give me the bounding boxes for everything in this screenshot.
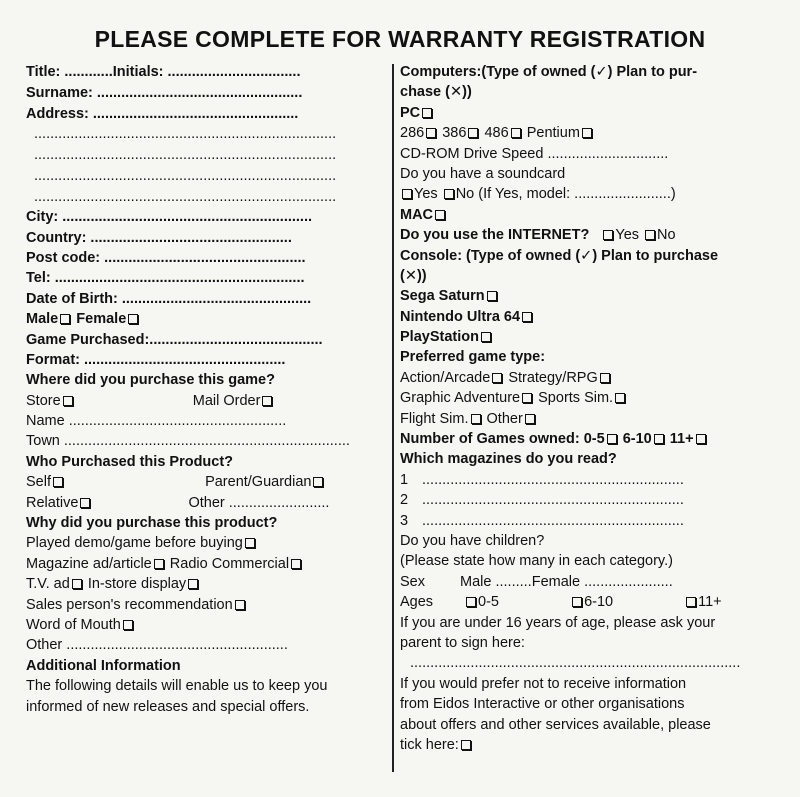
mac-label: MAC: [400, 206, 434, 223]
played-demo-row: [26, 533, 386, 553]
game-type-row-3: [400, 409, 772, 429]
gender-row: [26, 309, 386, 329]
children-note: (Please state how many in each category.): [400, 553, 673, 570]
tv-instore-row: [26, 574, 386, 594]
magazine-ad-label: Magazine ad/article: [26, 555, 152, 572]
female-checkbox[interactable]: [128, 314, 138, 324]
children-sex-fields[interactable]: Male .........Female ......................: [460, 573, 673, 590]
flight-checkbox[interactable]: [471, 414, 481, 424]
magazine-radio-row: [26, 554, 386, 574]
soundcard-yes-label: Yes: [414, 186, 438, 203]
games-11-checkbox[interactable]: [696, 434, 706, 444]
num-games-label: Number of Games owned: 0-5: [400, 431, 605, 448]
form-title: PLEASE COMPLETE FOR WARRANTY REGISTRATION: [94, 26, 706, 52]
strategy-checkbox[interactable]: [600, 373, 610, 383]
who-other-field[interactable]: Other .........................: [188, 494, 330, 511]
magazine-1-field[interactable]: .................................................................: [422, 471, 684, 488]
cpu-386-checkbox[interactable]: [468, 128, 478, 138]
city-field[interactable]: City: ..............................................................: [26, 209, 313, 226]
action-label: Action/Arcade: [400, 369, 491, 386]
children-sex-row: [400, 572, 772, 592]
children-ages-row: [400, 592, 772, 612]
cpu-386-label: 386: [442, 125, 467, 142]
age-11-label: 11+: [698, 594, 722, 611]
in-store-label: In-store display: [87, 576, 187, 593]
radio-label: Radio Commercial: [169, 555, 290, 572]
right-column: [400, 62, 772, 755]
internet-no-label: No: [657, 227, 676, 244]
magazine-row-3: [400, 511, 772, 531]
in-store-checkbox[interactable]: [188, 579, 198, 589]
cpu-286-label: 286: [400, 125, 425, 142]
magazine-1-number: 1: [400, 471, 409, 488]
soundcard-no-model-field[interactable]: No (If Yes, model: ........................): [455, 186, 676, 203]
sports-label: Sports Sim.: [538, 390, 614, 407]
relative-label: Relative: [26, 494, 79, 511]
address-line-2[interactable]: ...........................................................................: [34, 147, 337, 164]
word-of-mouth-row: [26, 615, 386, 635]
soundcard-no-checkbox[interactable]: [444, 189, 454, 199]
mail-order-label: Mail Order: [192, 392, 261, 409]
word-of-mouth-label: Word of Mouth: [26, 616, 121, 633]
preferred-game-heading: Preferred game type:: [400, 349, 546, 366]
nintendo-label: Nintendo Ultra 64: [400, 308, 521, 325]
cpu-row: [400, 123, 772, 143]
tv-ad-checkbox[interactable]: [72, 579, 82, 589]
additional-info-heading: Additional Information: [26, 657, 181, 674]
computers-heading-2: chase (✕)): [400, 84, 472, 101]
store-name-field[interactable]: Name ......................................................: [26, 413, 287, 430]
games-0-5-checkbox[interactable]: [607, 434, 617, 444]
game-type-other-checkbox[interactable]: [525, 414, 535, 424]
playstation-row: [400, 327, 772, 347]
who-options-row-1: [26, 472, 386, 492]
console-heading-2: (✕)): [400, 267, 427, 284]
mac-row: [400, 205, 772, 225]
cdrom-speed-field[interactable]: CD-ROM Drive Speed ..............................: [400, 145, 669, 162]
sales-person-checkbox[interactable]: [235, 600, 245, 610]
strategy-label: Strategy/RPG: [508, 369, 598, 386]
action-checkbox[interactable]: [492, 373, 502, 383]
internet-no-checkbox[interactable]: [645, 230, 655, 240]
opt-out-row: [400, 735, 772, 755]
sales-person-label: Sales person's recommendation: [26, 596, 233, 613]
age-11-checkbox[interactable]: [686, 597, 696, 607]
graphic-adventure-label: Graphic Adventure: [400, 390, 521, 407]
flight-label: Flight Sim.: [400, 410, 469, 427]
mac-checkbox[interactable]: [435, 210, 445, 220]
nintendo-row: [400, 307, 772, 327]
age-6-10-label: 6-10: [584, 594, 614, 611]
who-purchased-heading: Who Purchased this Product?: [26, 453, 234, 470]
sega-label: Sega Saturn: [400, 288, 485, 305]
additional-info-text-1: The following details will enable us to keep you: [26, 678, 328, 695]
store-town-field[interactable]: Town .......................................................................: [26, 433, 350, 450]
address-field[interactable]: Address: ...................................................: [26, 105, 299, 122]
magazine-row-1: [400, 470, 772, 490]
graphic-adventure-checkbox[interactable]: [522, 393, 532, 403]
mail-order-checkbox[interactable]: [262, 396, 272, 406]
age-0-5-checkbox[interactable]: [466, 597, 476, 607]
magazine-2-field[interactable]: .................................................................: [422, 492, 684, 509]
played-demo-checkbox[interactable]: [245, 538, 255, 548]
cpu-pentium-label: Pentium: [526, 125, 580, 142]
why-purchased-heading: Why did you purchase this product?: [26, 515, 278, 532]
magazine-3-field[interactable]: .................................................................: [422, 512, 684, 529]
game-type-row-1: [400, 368, 772, 388]
cpu-286-checkbox[interactable]: [426, 128, 436, 138]
console-heading-1: Console: (Type of owned (✓) Plan to purchase: [400, 247, 719, 264]
game-type-row-2: [400, 388, 772, 408]
played-demo-label: Played demo/game before buying: [26, 535, 243, 552]
ages-label: Ages: [400, 594, 434, 611]
pc-checkbox[interactable]: [422, 108, 432, 118]
soundcard-question: Do you have a soundcard: [400, 165, 566, 182]
magazine-2-number: 2: [400, 492, 409, 509]
age-0-5-label: 0-5: [478, 594, 499, 611]
why-other-field[interactable]: Other .......................................................: [26, 637, 288, 654]
magazine-ad-checkbox[interactable]: [154, 559, 164, 569]
playstation-label: PlayStation: [400, 329, 479, 346]
column-divider: [392, 64, 394, 772]
tv-ad-label: T.V. ad: [26, 576, 70, 593]
female-label: Female: [76, 311, 127, 328]
opt-out-text-3: about offers and other services available, please: [400, 716, 711, 733]
soundcard-yes-checkbox[interactable]: [402, 189, 412, 199]
postcode-field[interactable]: Post code: ..................................................: [26, 249, 306, 266]
pc-row: [400, 103, 772, 123]
format-field[interactable]: Format: ..................................................: [26, 351, 286, 368]
male-label: Male: [26, 311, 59, 328]
parent-checkbox[interactable]: [313, 477, 323, 487]
where-options-row: [26, 391, 386, 411]
cpu-486-checkbox[interactable]: [511, 128, 521, 138]
internet-question: Do you use the INTERNET?: [400, 227, 590, 244]
where-purchased-heading: Where did you purchase this game?: [26, 372, 275, 389]
under16-text-1: If you are under 16 years of age, please ask your: [400, 614, 716, 631]
opt-out-label: tick here:: [400, 736, 459, 753]
opt-out-text-1: If you would prefer not to receive information: [400, 675, 687, 692]
radio-checkbox[interactable]: [291, 559, 301, 569]
store-label: Store: [26, 392, 61, 409]
dob-field[interactable]: Date of Birth: ...............................................: [26, 290, 312, 307]
male-checkbox[interactable]: [60, 314, 70, 324]
word-of-mouth-checkbox[interactable]: [123, 620, 133, 630]
left-column: [26, 62, 386, 717]
under16-text-2: parent to sign here:: [400, 634, 525, 651]
sega-checkbox[interactable]: [487, 291, 497, 301]
title-initials-field[interactable]: Title: ............Initials: .................................: [26, 64, 301, 80]
internet-yes-checkbox[interactable]: [603, 230, 613, 240]
who-options-row-2: [26, 493, 386, 513]
cpu-486-label: 486: [484, 125, 509, 142]
games-6-10-checkbox[interactable]: [654, 434, 664, 444]
nintendo-checkbox[interactable]: [522, 312, 532, 322]
pc-label: PC: [400, 104, 421, 121]
sega-row: [400, 286, 772, 306]
opt-out-checkbox[interactable]: [461, 740, 471, 750]
parent-signature-field[interactable]: ..................................................................................: [410, 655, 741, 672]
self-label: Self: [26, 474, 51, 491]
num-games-row: [400, 429, 772, 449]
game-purchased-field[interactable]: Game Purchased:...........................................: [26, 331, 323, 348]
country-field[interactable]: Country: ..................................................: [26, 229, 292, 246]
magazines-heading: Which magazines do you read?: [400, 451, 617, 468]
internet-yes-label: Yes: [615, 227, 640, 244]
sports-checkbox[interactable]: [615, 393, 625, 403]
soundcard-options-row: [400, 184, 772, 204]
address-line-1[interactable]: ...........................................................................: [34, 126, 337, 143]
store-checkbox[interactable]: [63, 396, 73, 406]
address-line-3[interactable]: ...........................................................................: [34, 167, 337, 184]
sex-label: Sex: [400, 573, 425, 590]
games-6-10-label: 6-10: [622, 431, 652, 448]
parent-label: Parent/Guardian: [205, 474, 312, 491]
tel-field[interactable]: Tel: ..............................................................: [26, 270, 305, 287]
age-6-10-checkbox[interactable]: [572, 597, 582, 607]
magazine-row-2: [400, 490, 772, 510]
additional-info-text-2: informed of new releases and special offers.: [26, 698, 310, 715]
game-type-other-label: Other: [486, 410, 523, 427]
games-11-label: 11+: [669, 431, 694, 448]
children-question: Do you have children?: [400, 532, 545, 549]
sales-person-row: [26, 595, 386, 615]
surname-field[interactable]: Surname: ...................................................: [26, 84, 303, 101]
magazine-3-number: 3: [400, 512, 409, 529]
self-checkbox[interactable]: [53, 477, 63, 487]
playstation-checkbox[interactable]: [481, 332, 491, 342]
internet-row: [400, 225, 772, 245]
relative-checkbox[interactable]: [80, 498, 90, 508]
cpu-pentium-checkbox[interactable]: [582, 128, 592, 138]
opt-out-text-2: from Eidos Interactive or other organisations: [400, 696, 685, 713]
computers-heading-1: Computers:(Type of owned (✓) Plan to pur-: [400, 64, 698, 80]
address-line-4[interactable]: ...........................................................................: [34, 188, 337, 205]
